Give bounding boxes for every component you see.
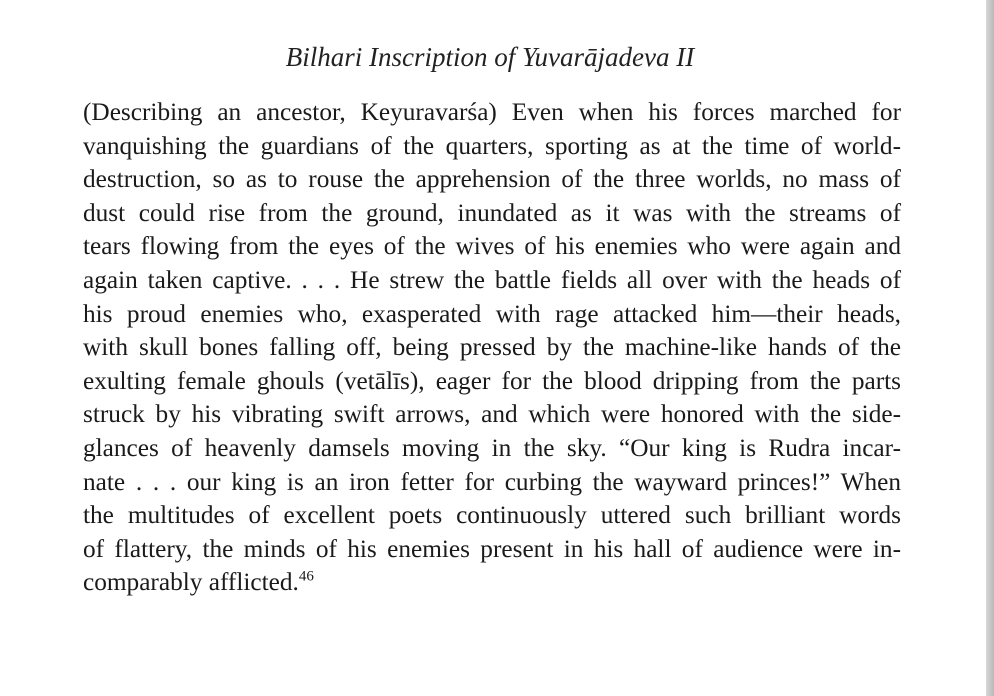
- text-line: struck by his vibrating swift arrows, and which were honored with the side-: [83, 400, 901, 429]
- page-edge-border: [986, 0, 994, 696]
- text-line: his proud enemies who, exasperated with rage attacked him—their heads,: [83, 299, 901, 328]
- text-line: glances of heavenly damsels moving in the sky. “Our king is Rudra incar-: [83, 433, 901, 462]
- text-line: tears flowing from the eyes of the wives of his enemies who were again and: [83, 232, 901, 261]
- text-line: the multitudes of excellent poets continuously uttered such brilliant words: [83, 501, 901, 530]
- text-line: destruction, so as to rouse the apprehension of the three worlds, no mass of: [83, 165, 901, 194]
- text-line: exulting female ghouls (vetālīs), eager for the blood dripping from the parts: [83, 366, 901, 395]
- text-line: nate . . . our king is an iron fetter for curbing the wayward princes!” When: [83, 467, 901, 496]
- body-paragraph: [83, 96, 901, 600]
- footnote-marker: 46: [298, 568, 314, 585]
- page-title: Bilhari Inscription of Yuvarājadeva II: [285, 42, 695, 72]
- text-line: of flattery, the minds of his enemies present in his hall of audience were in-: [83, 534, 901, 563]
- text-line-content: comparably afflicted.: [83, 568, 299, 597]
- text-line: again taken captive. . . . He strew the battle fields all over with the heads of: [83, 265, 901, 294]
- text-line: (Describing an ancestor, Keyuravarśa) Even when his forces marched for: [83, 98, 901, 126]
- text-line: vanquishing the guardians of the quarters, sporting as at the time of world-: [83, 131, 901, 160]
- text-line: with skull bones falling off, being pressed by the machine-like hands of the: [83, 333, 901, 362]
- text-line: dust could rise from the ground, inundated as it was with the streams of: [83, 198, 901, 227]
- text-line-last: [83, 566, 901, 600]
